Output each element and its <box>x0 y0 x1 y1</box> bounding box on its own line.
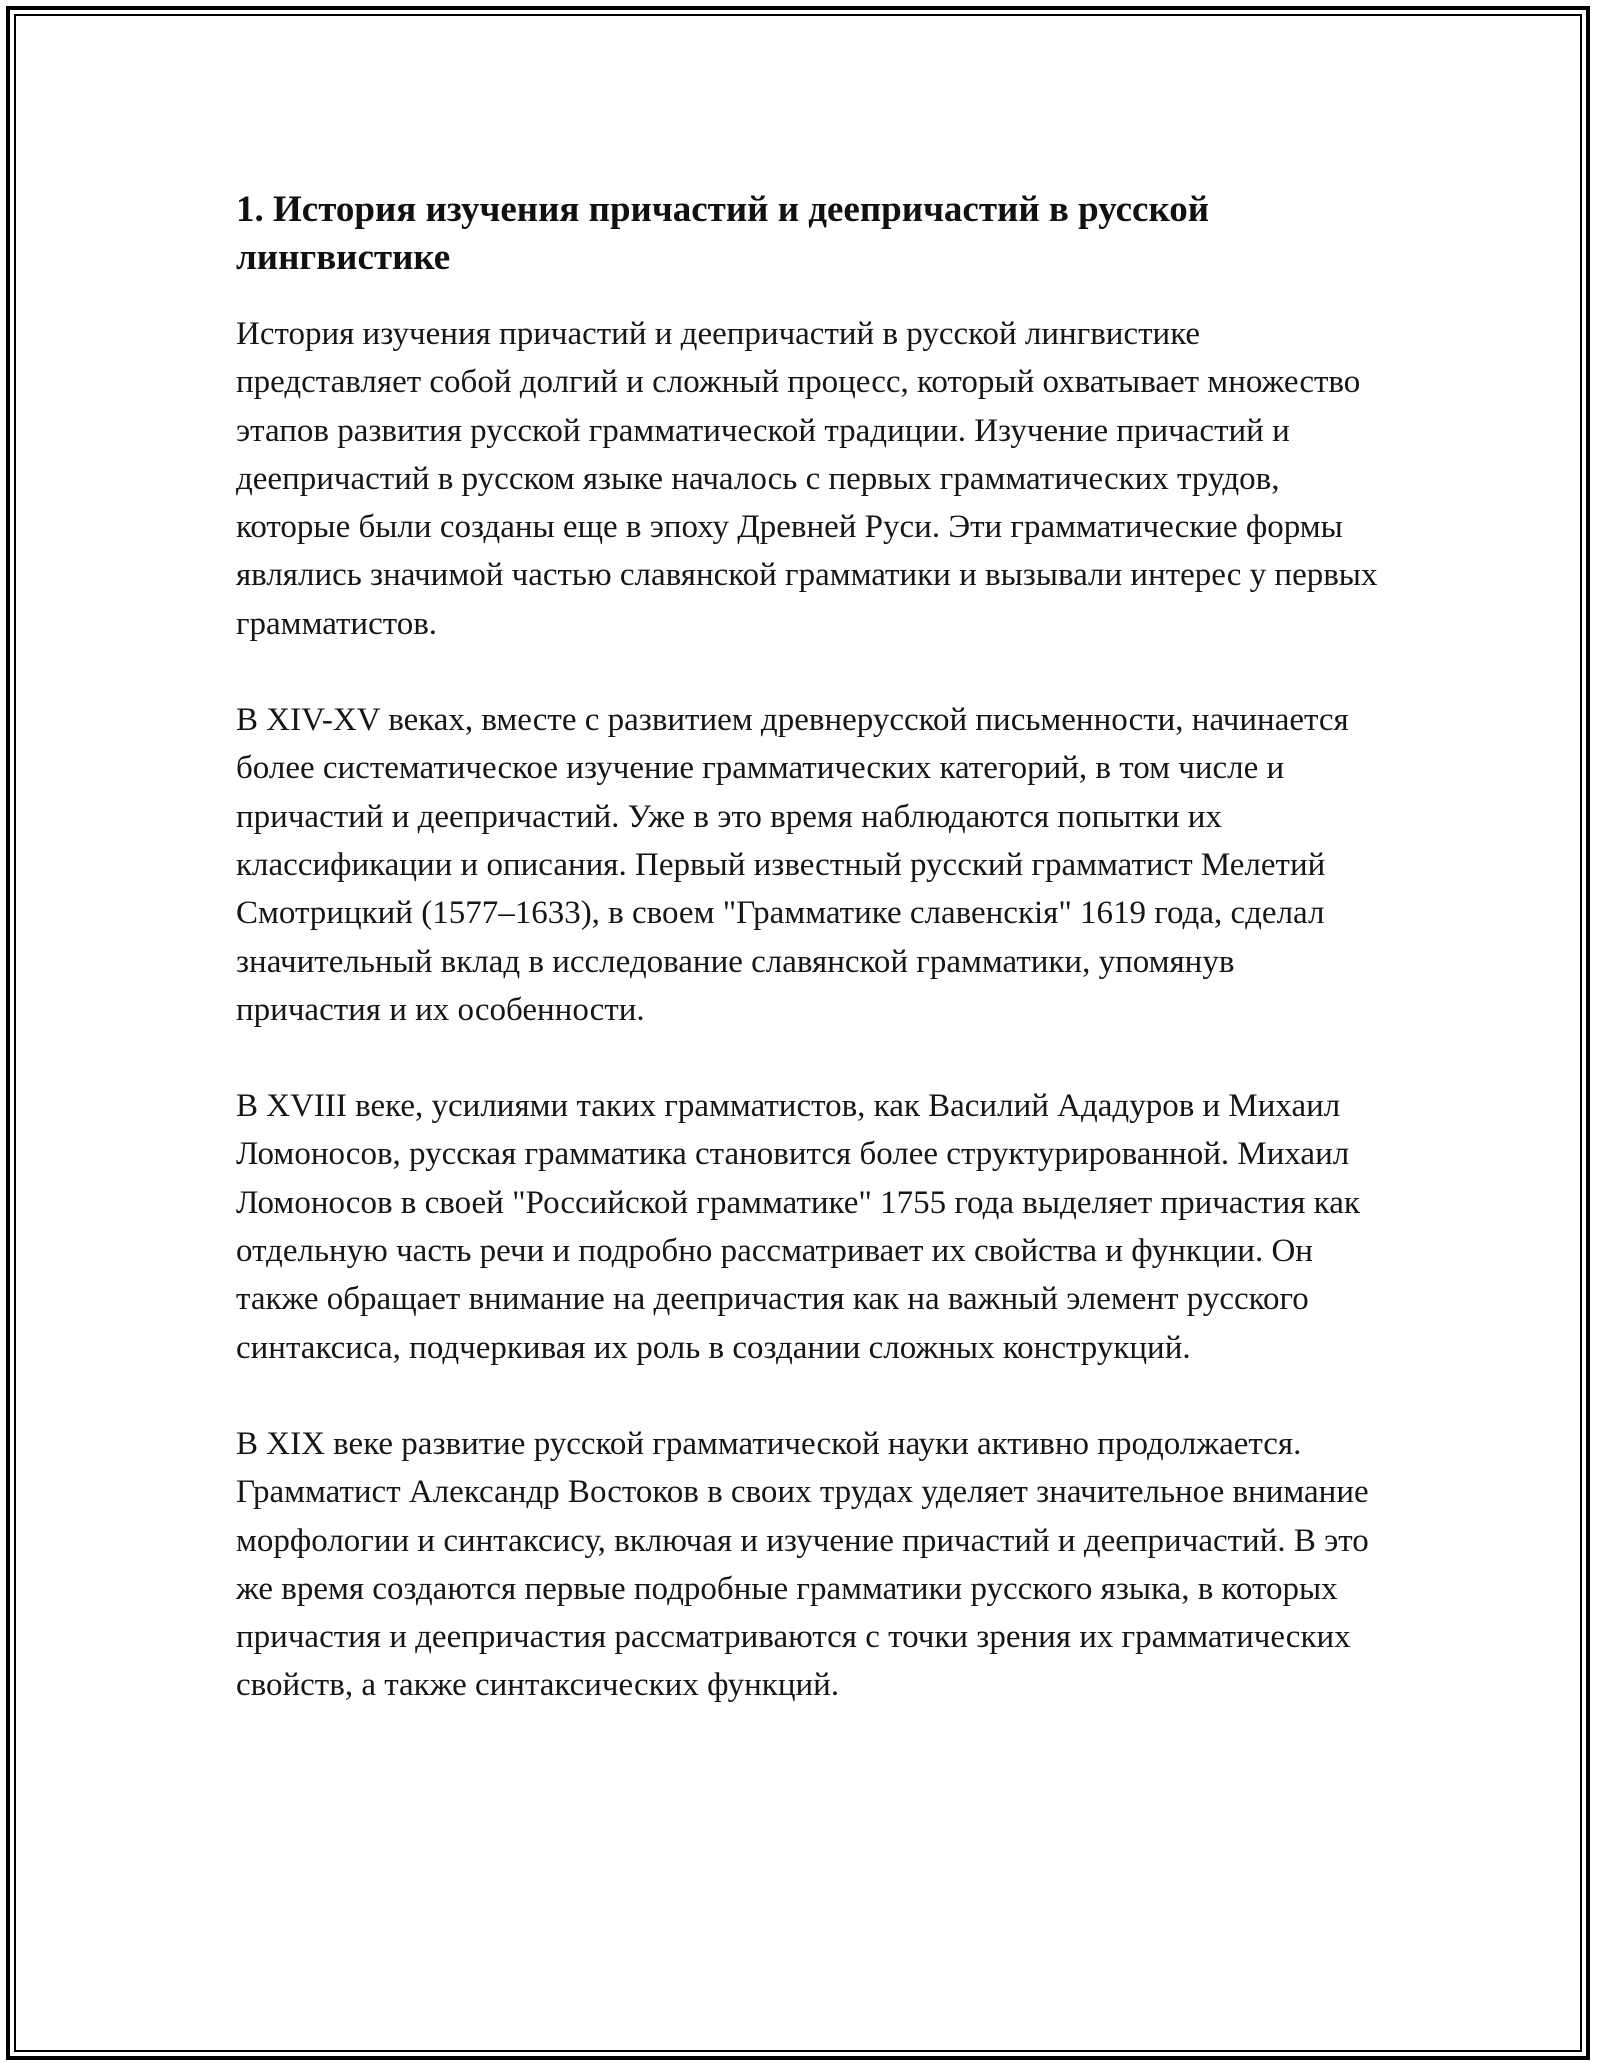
document-body <box>236 186 1386 1758</box>
section-heading: 1. История изучения причастий и деепричастий в русской лингвистике <box>236 189 1210 278</box>
paragraph-1: История изучения причастий и деепричастий в русской лингвистике представляет собой долгий и сложный процесс, который охватывает множество этапов развития русской грамматической традиции. Изучение причастий и деепричастий в русском языке началось с первых грамматических трудов, которые были созданы еще в эпоху Древней Руси. Эти грамматические формы являлись значимой частью славянской грамматики и вызывали интерес у первых грамматистов. <box>236 316 1378 642</box>
paragraph-3: В XVIII веке, усилиями таких грамматистов, как Василий Ададуров и Михаил Ломоносов, русская грамматика становится более структурированной. Михаил Ломоносов в своей "Российской грамматике" 1755 года выделяет причастия как отдельную часть речи и подробно рассматривает их свойства и функции. Он также обращает внимание на деепричастия как на важный элемент русского синтаксиса, подчеркивая их роль в создании сложных конструкций. <box>236 1088 1360 1366</box>
paragraph-4: В XIX веке развитие русской грамматической науки активно продолжается. Грамматист Александр Востоков в своих трудах уделяет значительное внимание морфологии и синтаксису, включая и изучение причастий и деепричастий. В это же время создаются первые подробные грамматики русского языка, в которых причастия и деепричастия рассматриваются с точки зрения их грамматических свойств, а также синтаксических функций. <box>236 1425 1369 1704</box>
paragraph-2: В XIV-XV веках, вместе с развитием древнерусской письменности, начинается более систематическое изучение грамматических категорий, в том числе и причастий и деепричастий. Уже в это время наблюдаются попытки их классификации и описания. Первый известный русский грамматист Мелетий Смотрицкий (1577–1633), в своем "Грамматике славенскія" 1619 года, сделал значительный вклад в исследование славянской грамматики, упомянув причастия и их особенности. <box>236 702 1349 1028</box>
